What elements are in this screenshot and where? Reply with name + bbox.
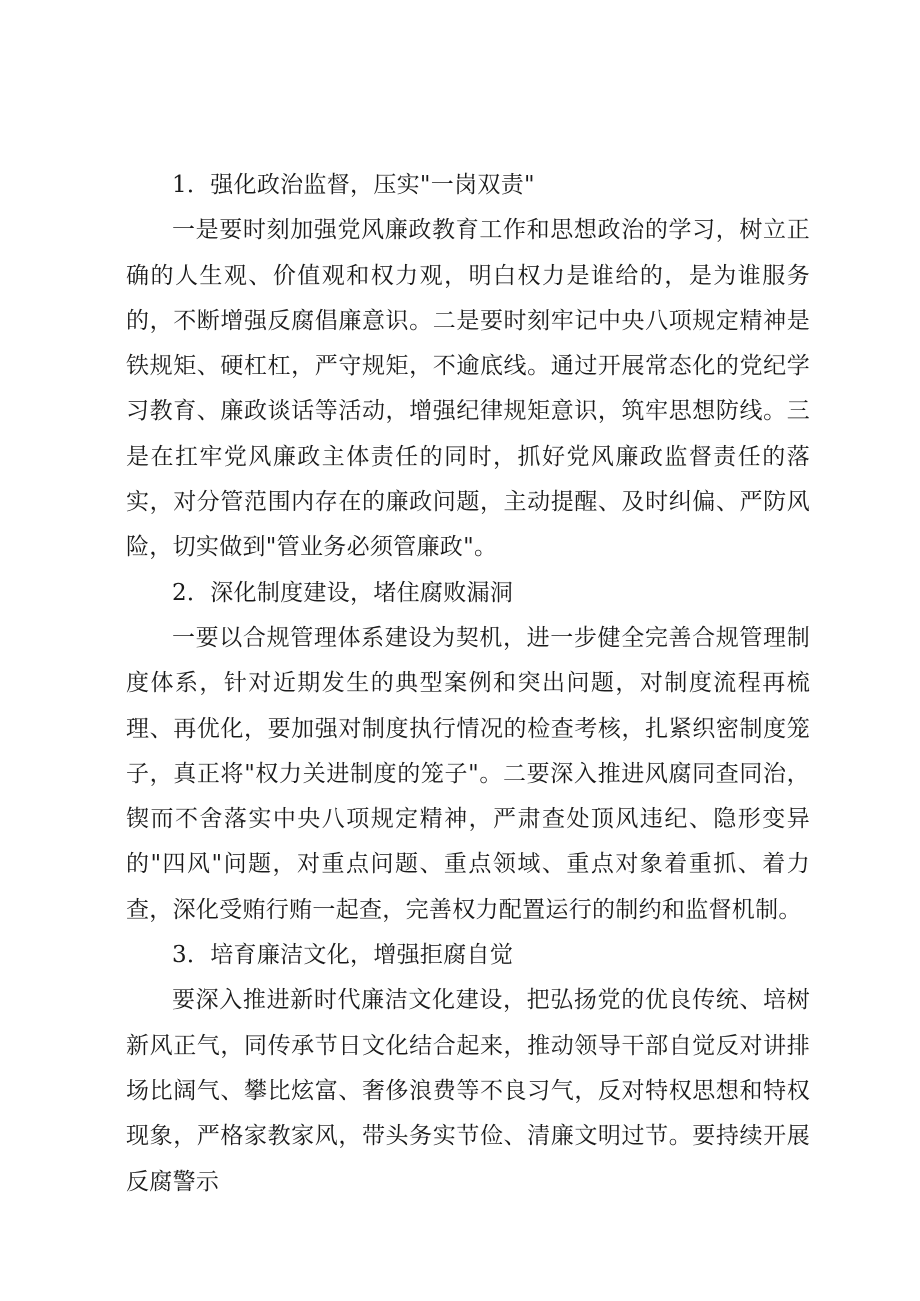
section-2-heading: 2．深化制度建设，堵住腐败漏洞 [172,579,514,606]
section-1-heading: 1．强化政治监督，压实"一岗双责" [172,172,535,198]
section-3-heading: 3．培育廉洁文化，增强拒腐自觉 [172,942,514,969]
section-3-paragraph: 要深入推进新时代廉洁文化建设，把弘扬党的优良传统、培树新风正气，同传承节日文化结合起来，推动领导干部自觉反对讲排场比阔气、攀比炫富、奢侈浪费等不良习气，反对特权思想和特权现象，严格家教家风，带头务实节俭、清廉文明过节。要持续开展反腐警示 [126,987,810,1195]
section-1-paragraph: 一是要时刻加强党风廉政教育工作和思想政治的学习，树立正确的人生观、价值观和权力观，明白权力是谁给的，是为谁服务的，不断增强反腐倡廉意识。二是要时刻牢记中央八项规定精神是铁规矩、硬杠杠，严守规矩，不逾底线。通过开展常态化的党纪学习教育、廉政谈话等活动，增强纪律规矩意识，筑牢思想防线。三是在扛牢党风廉政主体责任的同时，抓好党风廉政监督责任的落实，对分管范围内存在的廉政问题，主动提醒、及时纠偏、严防风险，切实做到"管业务必须管廉政"。 [126,217,810,561]
document-body [126,163,810,1205]
section-2-paragraph: 一要以合规管理体系建设为契机，进一步健全完善合规管理制度体系，针对近期发生的典型案例和突出问题，对制度流程再梳理、再优化，要加强对制度执行情况的检查考核，扎紧织密制度笼子，真正将"权力关进制度的笼子"。二要深入推进风腐同查同治，锲而不舍落实中央八项规定精神，严肃查处顶风违纪、隐形变异的"四风"问题，对重点问题、重点领域、重点对象着重抓、着力查，深化受贿行贿一起查，完善权力配置运行的制约和监督机制。 [126,624,810,923]
